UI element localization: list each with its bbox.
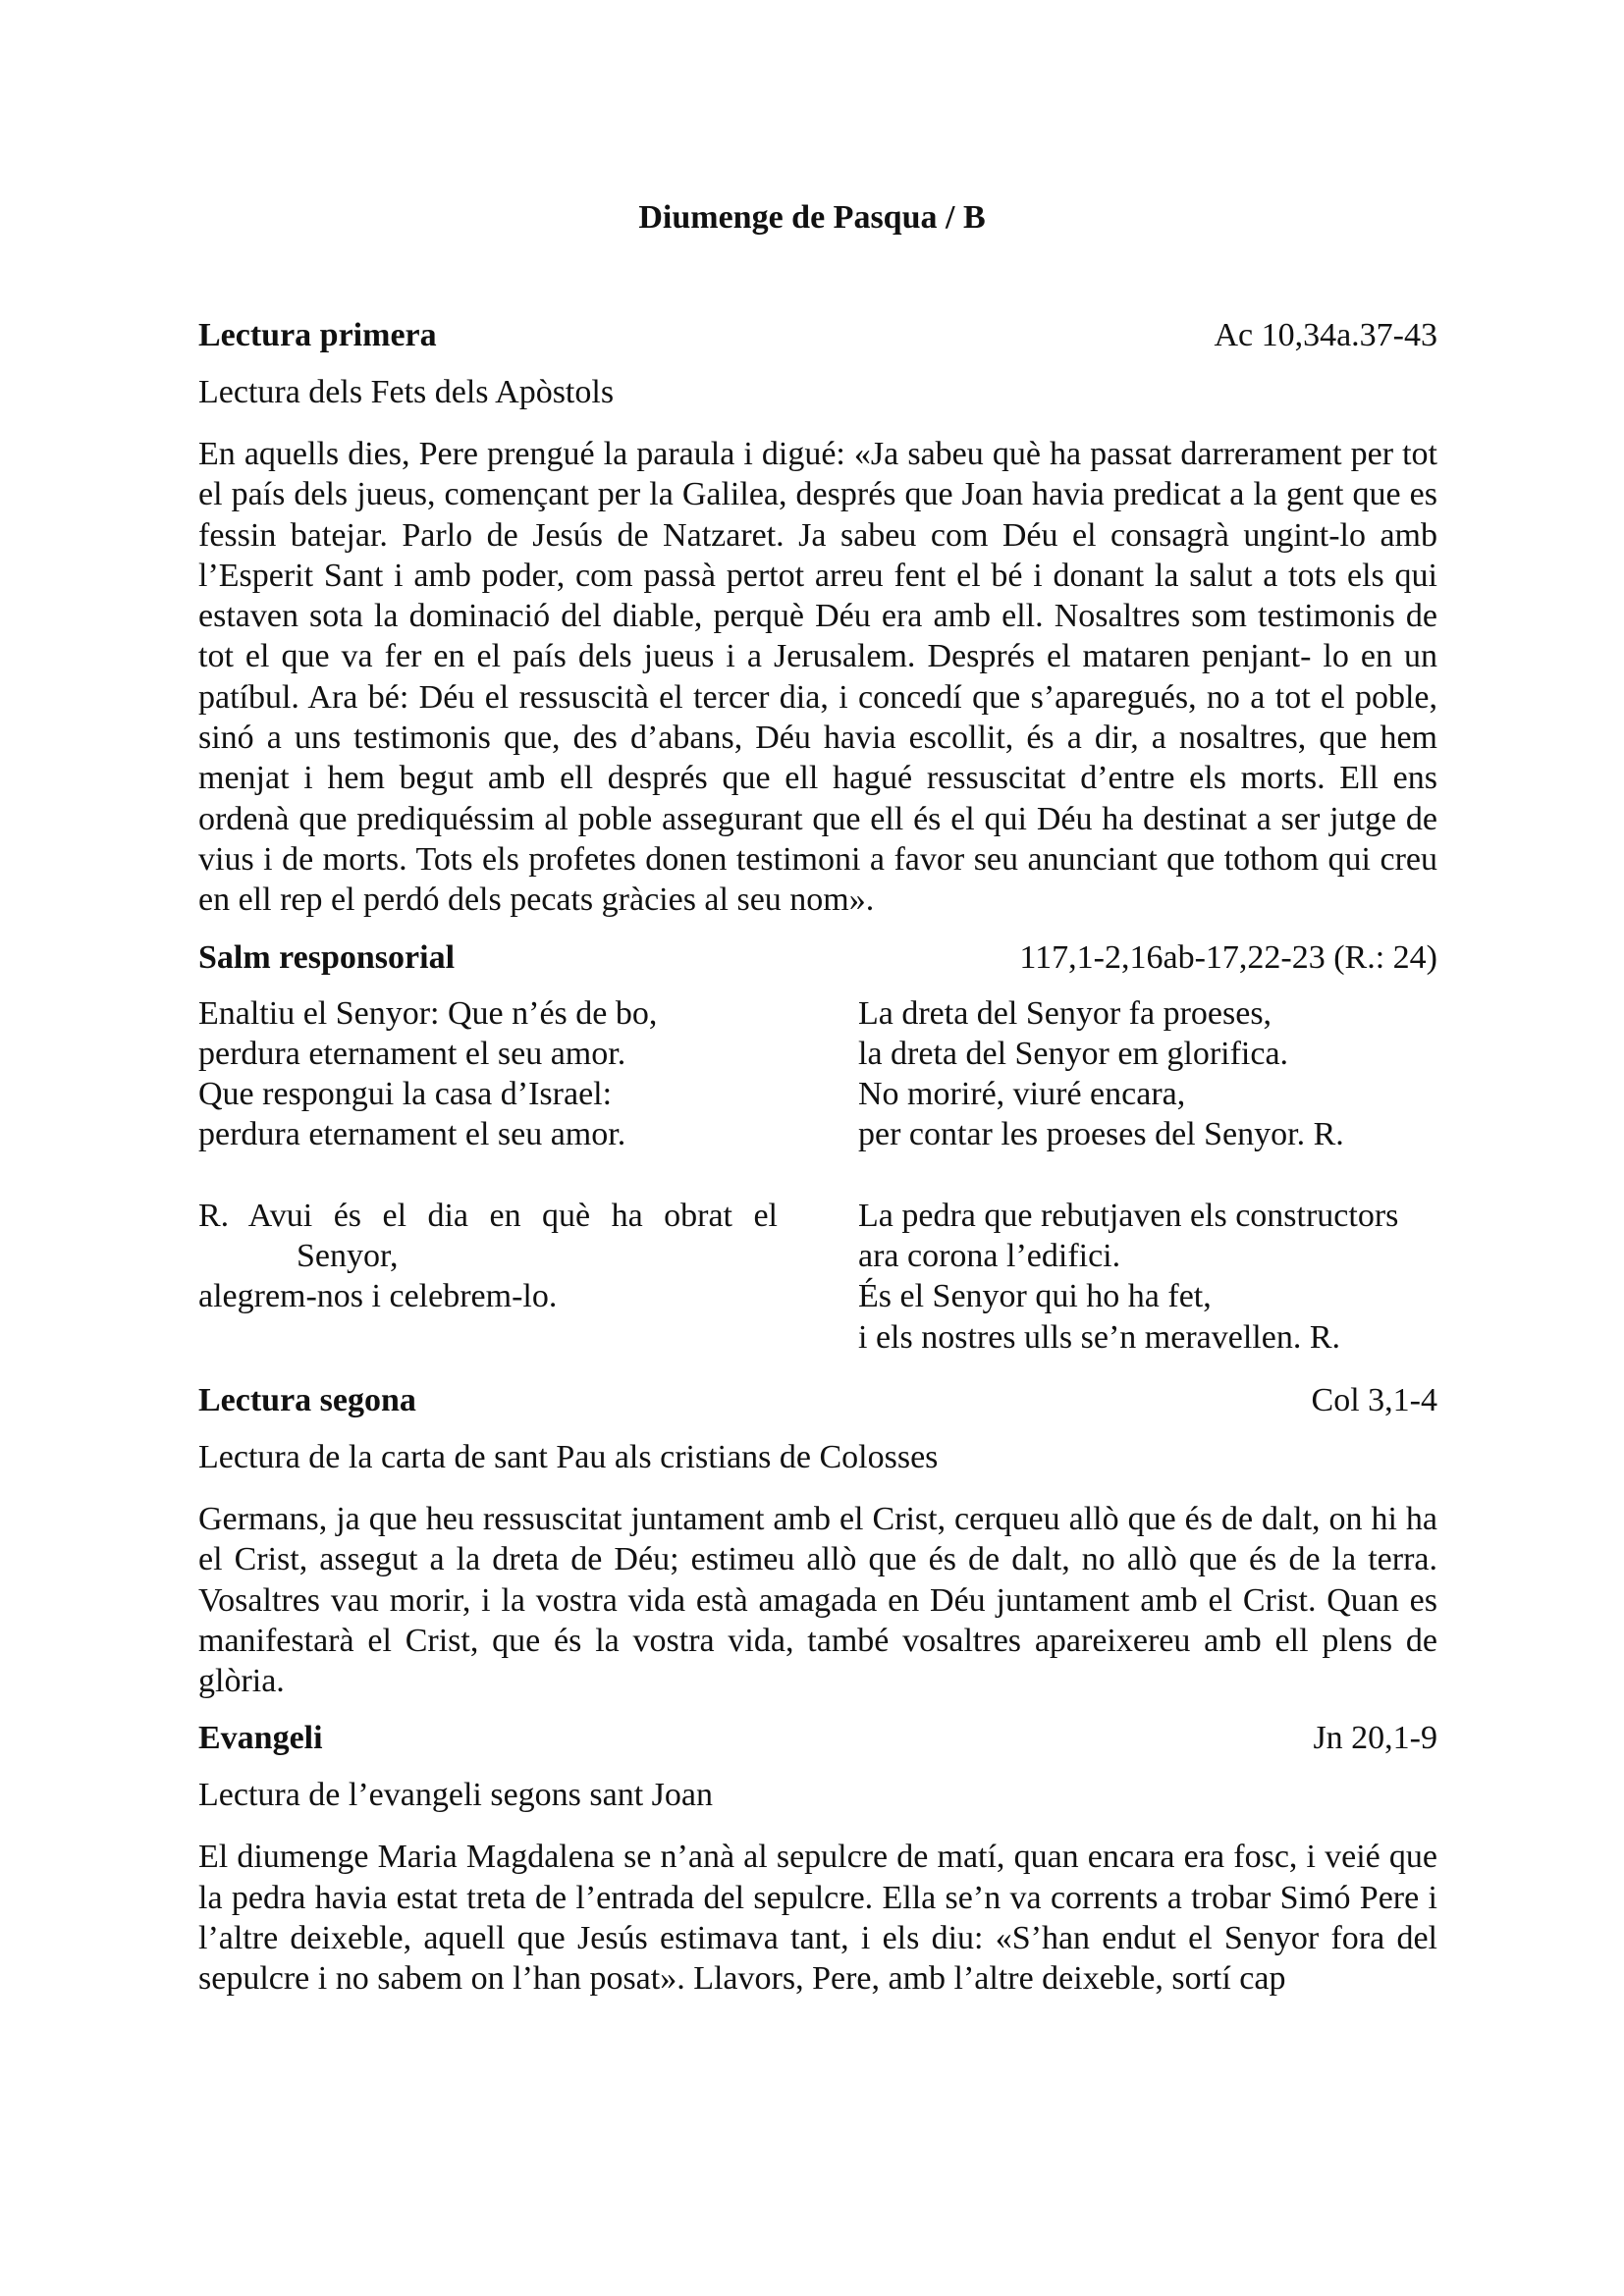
reading1-subtitle: Lectura dels Fets dels Apòstols bbox=[198, 374, 615, 410]
psalm-reference: 117,1-2,16ab-17,22-23 (R.: 24) bbox=[1019, 938, 1437, 976]
psalm-line: la dreta del Senyor em glorifica. bbox=[858, 1035, 1289, 1072]
psalm-line: per contar les proeses del Senyor. R. bbox=[858, 1116, 1344, 1153]
reading2-heading: Lectura segona bbox=[198, 1381, 416, 1418]
psalm-left-column bbox=[198, 993, 778, 1358]
page-content bbox=[198, 314, 1437, 2015]
psalm-stanza-3 bbox=[858, 1196, 1437, 1358]
psalm-line: La dreta del Senyor fa proeses, bbox=[858, 994, 1272, 1032]
psalm-heading: Salm responsorial bbox=[198, 938, 456, 976]
psalm-stanza-2 bbox=[858, 993, 1437, 1155]
psalm-response-line: Senyor, bbox=[297, 1238, 399, 1275]
reading1-reference: Ac 10,34a.37-43 bbox=[1214, 317, 1437, 353]
section-reading1 bbox=[198, 314, 1437, 921]
psalm-line: i els nostres ulls se’n meravellen. R. bbox=[858, 1318, 1341, 1356]
psalm-response-line: alegrem-nos i celebrem-lo. bbox=[198, 1278, 558, 1315]
page-title: Diumenge de Pasqua / B bbox=[638, 199, 986, 236]
psalm-stanza-1 bbox=[198, 993, 778, 1155]
gospel-heading: Evangeli bbox=[198, 1720, 323, 1757]
reading1-text: En aquells dies, Pere prengué la paraula i digué: «Ja sabeu què ha passat darrerament per tot el país dels jueus, començant per la Galilea, després que Joan havia predicat a la gent que es fessin batejar. Parlo de Jesús de Natzaret. Ja sabeu com Déu el consagrà ungint-lo amb l’Esperit Sant i amb poder, com passà pertot arreu fent el bé i donant la salut a tots els qui estaven sota la dominació del diable, perquè Déu era amb ell. Nosaltres som testimonis de tot el que va fer en el país dels jueus i a Jerusalem. Després el mataren penjant- lo en un patíbul. Ara bé: Déu el ressuscità el tercer dia, i concedí que s’aparegués, no a tot el poble, sinó a uns testimonis que, des d’abans, Déu havia escollit, és a dir, a nosaltres, que hem menjat i hem begut amb ell després que ell hagué ressuscitat d’entre els morts. Ell ens ordenà que prediquéssim al poble assegurant que ell és el qui Déu ha destinat a ser jutge de vius i de morts. Tots els profetes donen testimoni a favor seu anunciant que tothom qui creu en ell rep el perdó dels pecats gràcies al seu nom». bbox=[198, 436, 1437, 919]
reading2-subtitle: Lectura de la carta de sant Pau als cristians de Colosses bbox=[198, 1438, 939, 1475]
gospel-subtitle: Lectura de l’evangeli segons sant Joan bbox=[198, 1777, 713, 1814]
gospel-header bbox=[198, 1717, 1437, 1760]
section-gospel bbox=[198, 1717, 1437, 1999]
psalm-right-column bbox=[858, 993, 1437, 1358]
psalm-line: Enaltiu el Senyor: Que n’és de bo, bbox=[198, 994, 658, 1032]
section-reading2 bbox=[198, 1379, 1437, 1701]
reading2-text: Germans, ja que heu ressuscitat juntament amb el Crist, cerqueu allò que és de dalt, on hi ha el Crist, assegut a la dreta de Déu; estimeu allò que és de dalt, no allò que és de la terra. Vosaltres vau morir, i la vostra vida està amagada en Déu juntament amb el Crist. Quan es manifestarà el Crist, que és la vostra vida, també vosaltres apareixereu amb ell plens de glòria. bbox=[198, 1500, 1437, 1700]
psalm-response-line: R. Avui és el dia en què ha obrat el bbox=[198, 1197, 778, 1234]
psalm-response bbox=[198, 1196, 778, 1317]
section-psalm bbox=[198, 936, 1437, 1358]
psalm-line: perdura eternament el seu amor. bbox=[198, 1116, 626, 1153]
psalm-line: No moriré, viuré encara, bbox=[858, 1076, 1186, 1113]
reading2-reference: Col 3,1-4 bbox=[1311, 1381, 1437, 1418]
gospel-text: El diumenge Maria Magdalena se n’anà al sepulcre de matí, quan encara era fosc, i veié que la pedra havia estat treta de l’entrada del sepulcre. Ella se’n va corrents a trobar Simó Pere i l’altre deixeble, aquell que Jesús estimava tant, i els diu: «S’han endut el Senyor fora del sepulcre i no sabem on l’han posat». Llavors, Pere, amb l’altre deixeble, sortí cap bbox=[198, 1839, 1437, 1998]
reading1-heading: Lectura primera bbox=[198, 317, 437, 353]
reading2-header bbox=[198, 1379, 1437, 1422]
psalm-header bbox=[198, 936, 1437, 980]
reading1-header bbox=[198, 314, 1437, 357]
psalm-line: ara corona l’edifici. bbox=[858, 1238, 1121, 1275]
gospel-reference: Jn 20,1-9 bbox=[1313, 1720, 1437, 1757]
psalm-line: perdura eternament el seu amor. bbox=[198, 1035, 626, 1072]
psalm-columns bbox=[198, 993, 1437, 1358]
psalm-line: És el Senyor qui ho ha fet, bbox=[858, 1278, 1212, 1315]
psalm-line: Que respongui la casa d’Israel: bbox=[198, 1076, 613, 1113]
psalm-line: La pedra que rebutjaven els constructors bbox=[858, 1197, 1399, 1234]
